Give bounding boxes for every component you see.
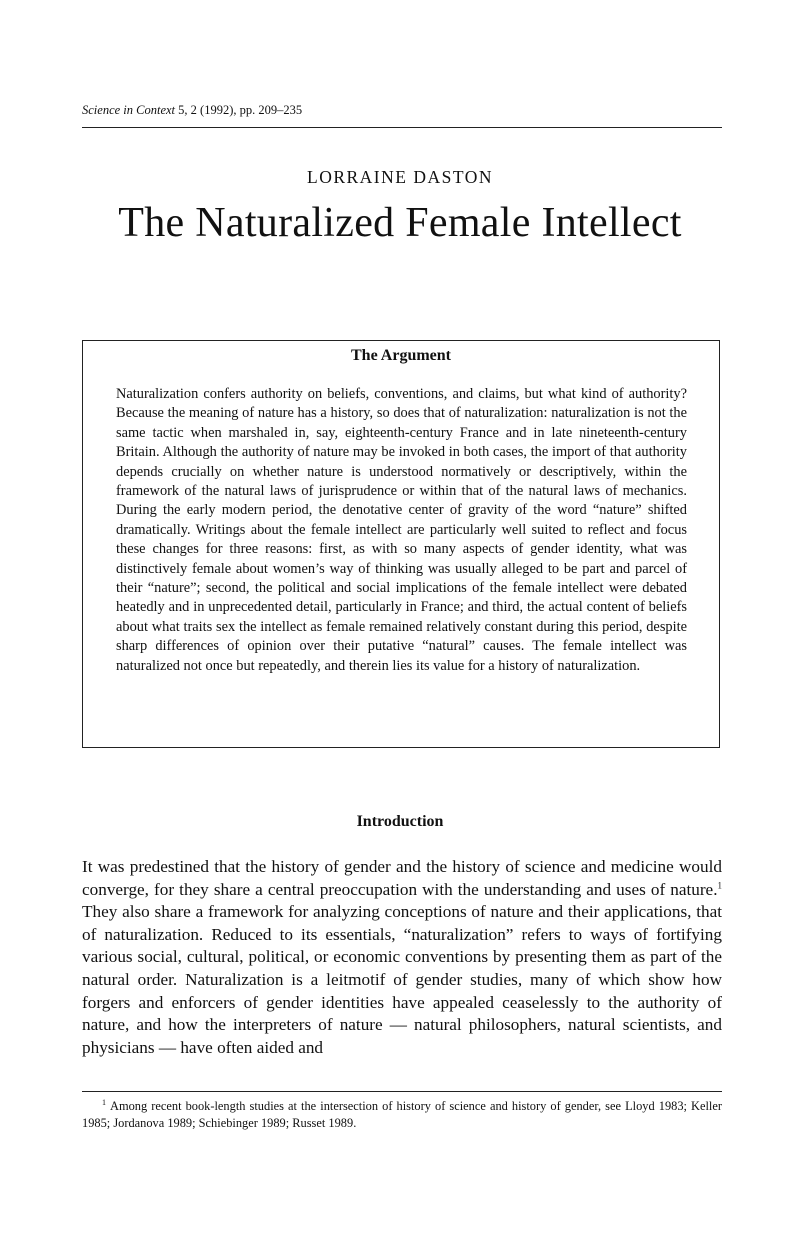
article-title: The Naturalized Female Intellect xyxy=(118,200,682,246)
footnote-rule xyxy=(82,1091,722,1092)
footnote-number: 1 xyxy=(102,1097,106,1107)
footnote-reference[interactable]: 1 xyxy=(717,879,722,890)
article-author: LORRAINE DASTON xyxy=(307,167,493,187)
introduction-text-part-1: It was predestined that the history of gender and the history of science and medicine would converge, for they share a central preoccupation with the understanding and uses of nature. xyxy=(82,857,722,899)
journal-name: Science in Context xyxy=(82,103,176,117)
argument-abstract-box xyxy=(82,340,720,748)
argument-heading: The Argument xyxy=(351,347,451,364)
argument-body: Naturalization confers authority on beliefs, conventions, and claims, but what kind of authority? Because the meaning of nature has a history, so does that of naturalization: naturalization is not the same tactic when marshaled in, say, eighteenth-century France and in late nineteenth-century Britain. Although the authority of nature may be invoked in both cases, the import of that authority depends crucially on whether nature is understood normatively or descriptively, within the framework of the natural laws of jurisprudence or within that of the natural laws of mechanics. During the early modern period, the denotative center of gravity of the word “nature” shifted dramatically. Writings about the female intellect are particularly well suited to reflect and focus these changes for three reasons: first, as with so many aspects of gender identity, what was distinctively female about women’s way of thinking was usually alleged to be part and parcel of their “nature”; second, the political and social implications of the female intellect were debated heatedly and in unprecedented detail, particularly in France; and third, the actual content of beliefs about what traits sex the intellect as female remained relatively constant during this period, despite sharp differences of opinion over their putative “natural” causes. The female intellect was naturalized not once but repeatedly, and therein lies its value for a history of naturalization. xyxy=(116,386,687,674)
introduction-heading: Introduction xyxy=(356,813,444,830)
header-rule xyxy=(82,127,722,128)
introduction-text-part-2: They also share a framework for analyzing conceptions of nature and their applications, that of naturalization. Reduced to its essentials, “naturalization” refers to ways of fortifying various social, cultural, political, or economic conventions by presenting them as part of the natural order. Naturalization is a leitmotif of gender studies, many of which show how forgers and enforcers of gender identities have appealed ceaselessly to the authority of nature, and how the interpreters of nature — natural philosophers, natural scientists, and physicians — have often aided and xyxy=(82,902,722,1057)
introduction-paragraph xyxy=(82,856,722,1059)
journal-citation xyxy=(82,102,302,118)
footnote-text: Among recent book-length studies at the intersection of history of science and history of gender, see Lloyd 1983; Keller 1985; Jordanova 1989; Schiebinger 1989; Russet 1989. xyxy=(82,1099,722,1130)
footnote xyxy=(82,1098,722,1131)
journal-volume-pages: 5, 2 (1992), pp. 209–235 xyxy=(175,103,303,117)
